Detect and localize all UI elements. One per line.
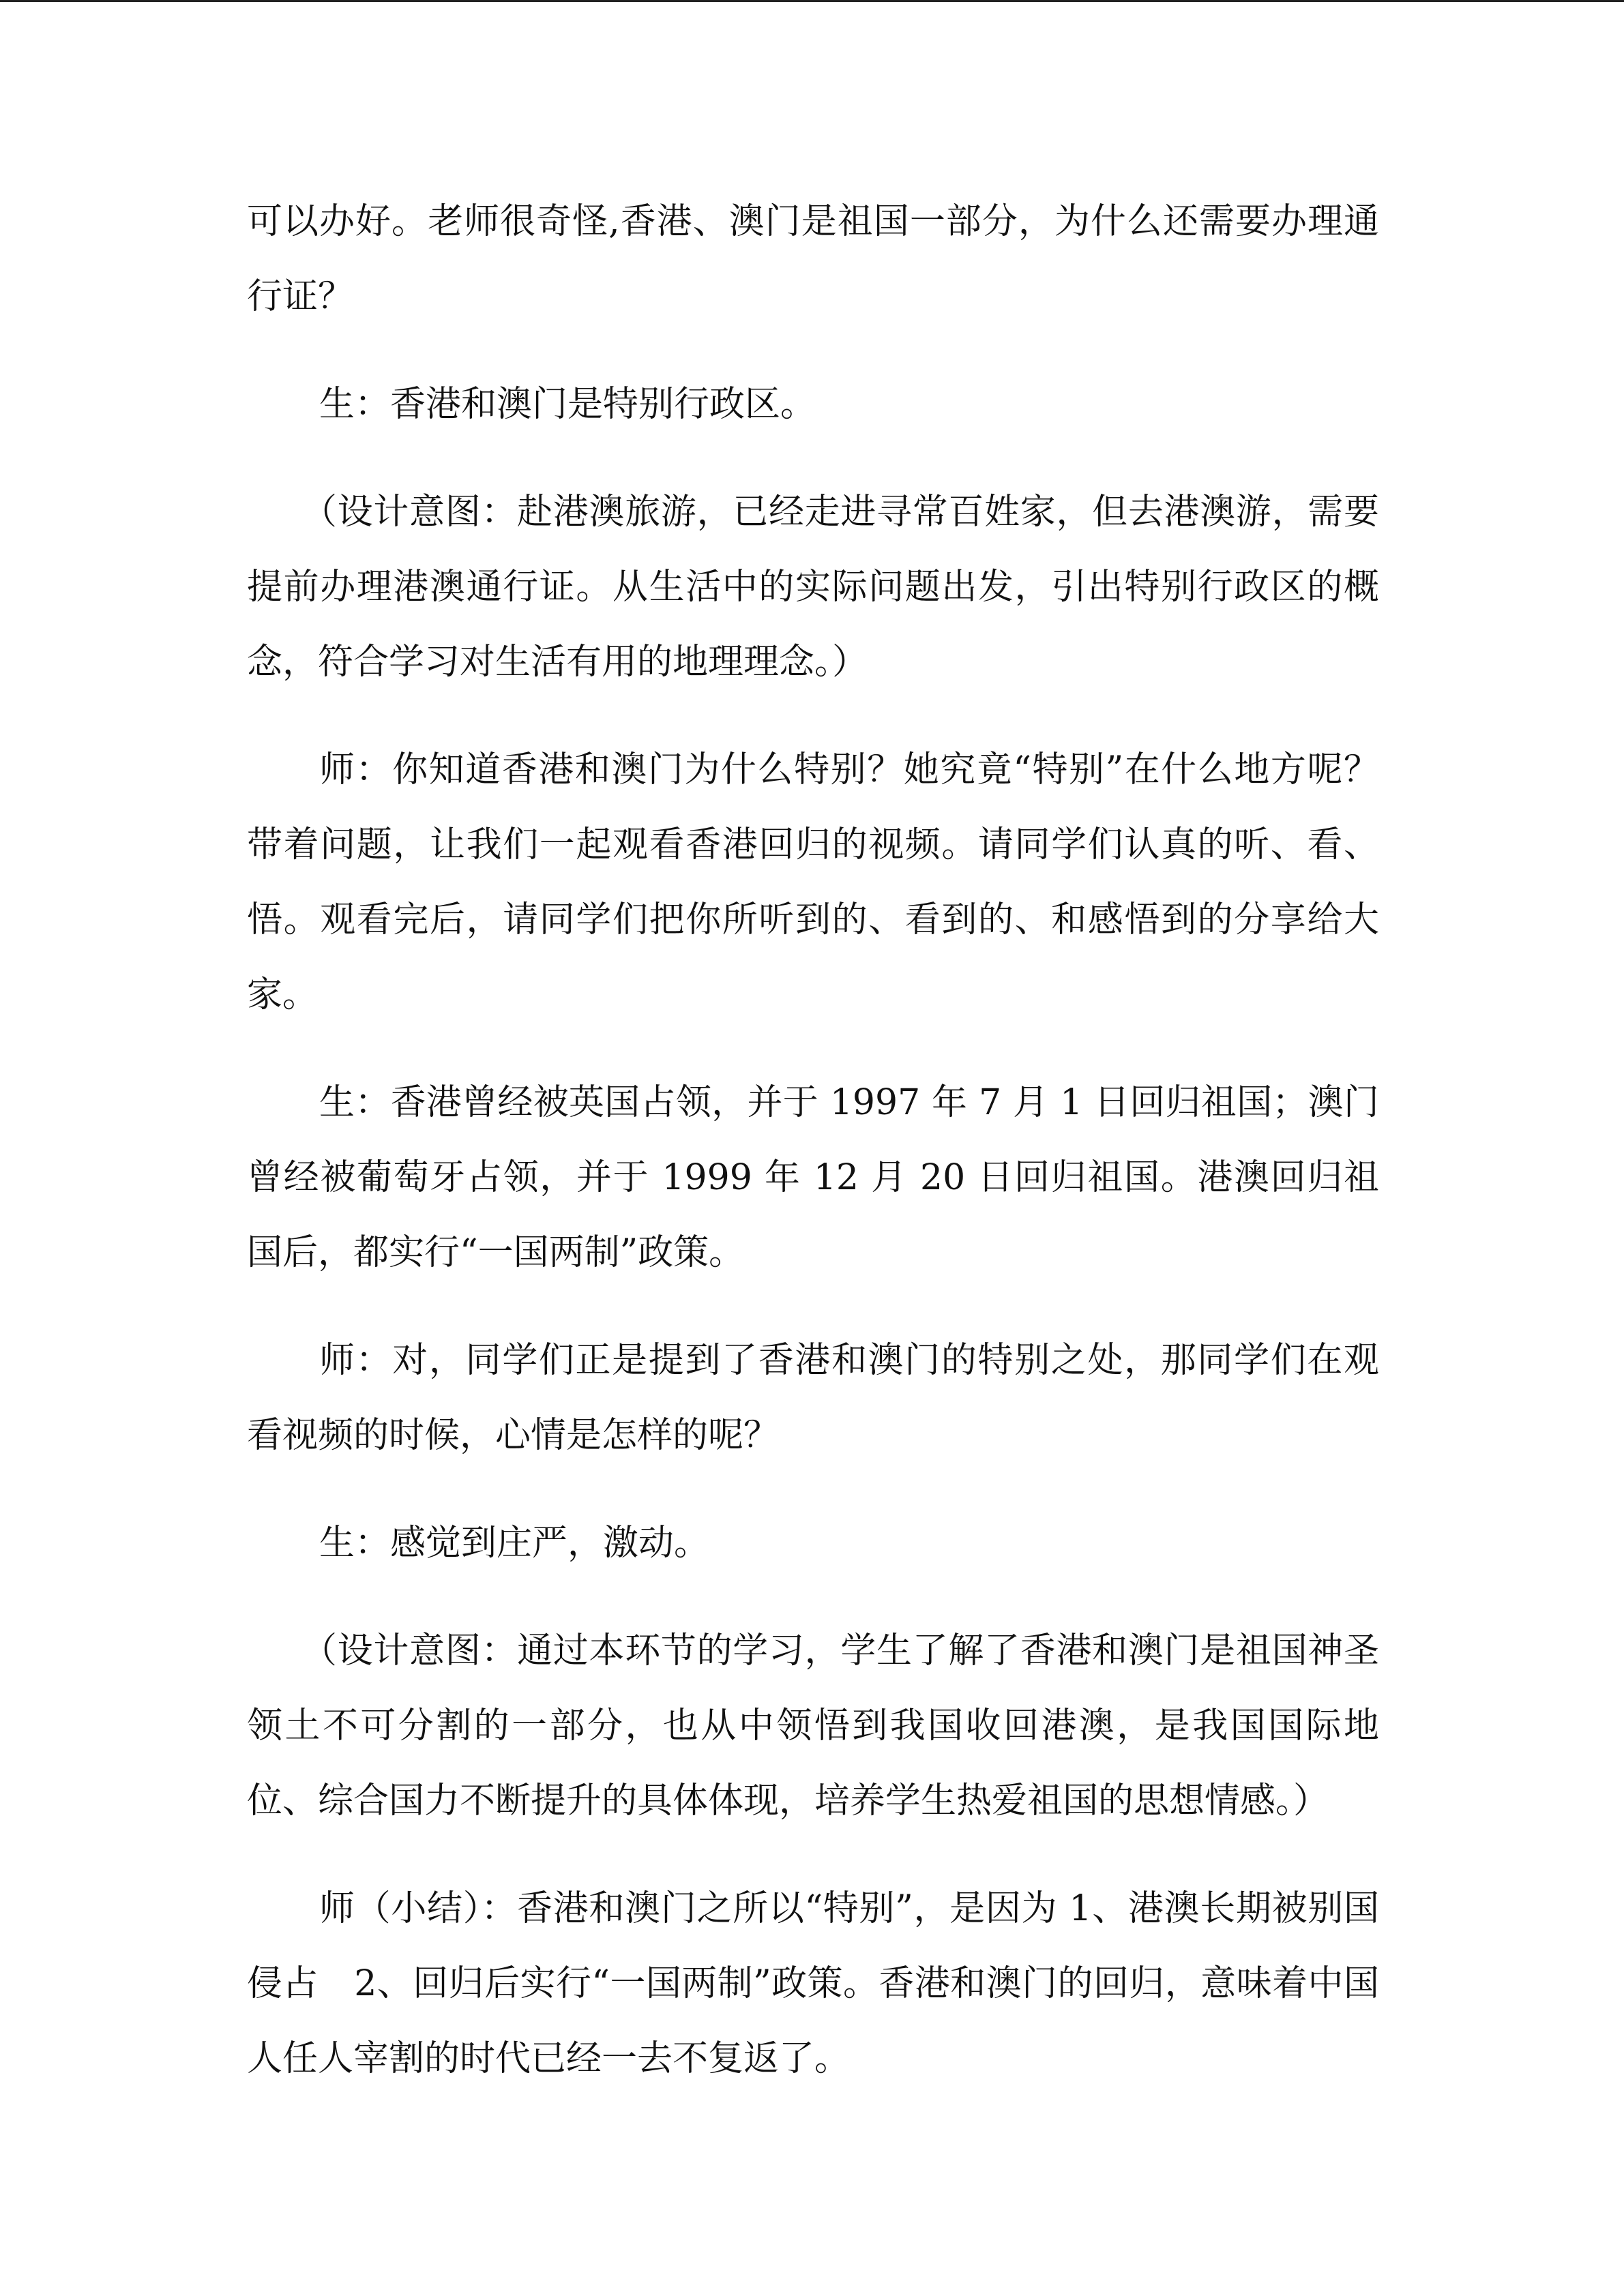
paragraph-gap <box>247 1290 1379 1323</box>
page-top-border <box>0 0 1624 2</box>
paragraph-teacher-followup: 师：对，同学们正是提到了香港和澳门的特别之处，那同学们在观看视频的时候，心情是怎样的呢？ <box>247 1340 1379 1456</box>
paragraph-design-intent-2: （设计意图：通过本环节的学习，学生了解了香港和澳门是祖国神圣领土不可分割的一部分，也从中领悟到我国收回港澳，是我国国际地位、综合国力不断提升的具体体现，培养学生热爱祖国的思想情感。） <box>247 1630 1379 1821</box>
paragraph-teacher-summary: 师（小结）：香港和澳门之所以“特别”，是因为 1、港澳长期被别国侵占 2、回归后实行“一国两制”政策。香港和澳门的回归，意味着中国人任人宰割的时代已经一去不复返了。 <box>247 1888 1379 2079</box>
paragraph-teacher-question: 师：你知道香港和澳门为什么特别？她究竟“特别”在什么地方呢？带着问题，让我们一起观看香港回归的视频。请同学们认真的听、看、悟。观看完后，请同学们把你所听到的、看到的、和感悟到的分享给大家。 <box>247 749 1379 1015</box>
paragraph-student-feeling: 生：感觉到庄严，激动。 <box>319 1523 710 1564</box>
paragraph-gap <box>247 1473 1379 1506</box>
paragraph-continuation: 可以办好。老师很奇怪,香港、澳门是祖国一部分，为什么还需要办理通行证？ <box>247 201 1379 317</box>
paragraph-design-intent: （设计意图：赴港澳旅游，已经走进寻常百姓家，但去港澳游，需要提前办理港澳通行证。从生活中的实际问题出发，引出特别行政区的概念，符合学习对生活有用的地理理念。） <box>247 492 1379 683</box>
paragraph-gap <box>247 334 1379 367</box>
paragraph-gap <box>247 700 1379 732</box>
paragraph-gap <box>247 1581 1379 1613</box>
paragraph-gap <box>247 1838 1379 1871</box>
paragraph-gap <box>247 442 1379 475</box>
document-page <box>247 184 1379 2096</box>
paragraph-student-answer: 生：香港和澳门是特别行政区。 <box>319 384 816 425</box>
paragraph-student-history: 生：香港曾经被英国占领，并于 1997 年 7 月 1 日回归祖国；澳门曾经被葡萄牙占领，并于 1999 年 12 月 20 日回归祖国。港澳回归祖国后，都实行“一国两制”政策。 <box>247 1082 1379 1273</box>
paragraph-gap <box>247 1032 1379 1065</box>
